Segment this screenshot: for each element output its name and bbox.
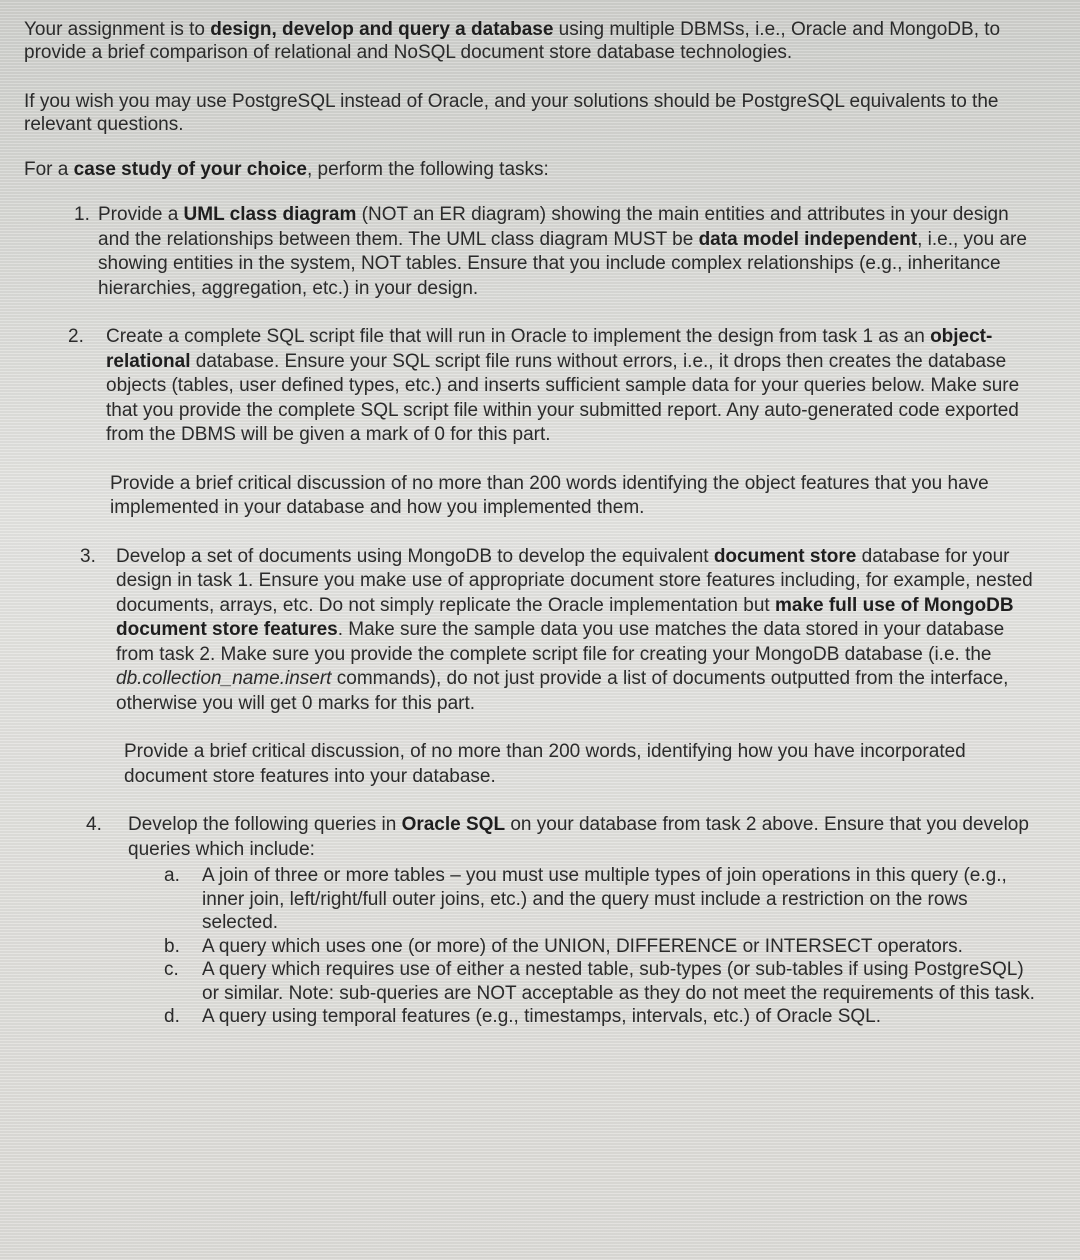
subtask-letter: a. [164, 865, 180, 886]
task-body [98, 203, 1040, 301]
task-bold: UML class diagram [183, 204, 357, 225]
task-italic-code: db.collection_name.insert [116, 668, 332, 689]
subtask-item-a [128, 864, 1040, 935]
task-number: 2. [68, 326, 84, 347]
subtask-letter: b. [164, 935, 180, 957]
subtask-item-c [128, 958, 1040, 1005]
intro-paragraph [24, 18, 1040, 64]
case-study-bold: case study of your choice [73, 159, 307, 180]
task-bold: make full use of MongoDB document store features [116, 594, 1014, 640]
task-text: Provide a [98, 204, 184, 225]
case-study-post: , perform the following tasks: [306, 159, 549, 180]
task-text: Develop a set of documents using MongoDB to develop the equivalent [116, 545, 714, 567]
subtask-letter: c. [164, 959, 179, 980]
task-item-4 [24, 813, 1040, 1029]
task-text: Develop the following queries in [128, 814, 402, 835]
subtask-text: A join of three or more tables – you must use multiple types of join operations in this query (e.g., inner join, left/right/full outer joins, etc.) and the query must include a restriction on the rows selected. [202, 865, 1007, 933]
task-bold: object-relational [106, 326, 993, 372]
task-text: on your database from task 2 above. Ensure that you develop queries which include: [128, 814, 1029, 860]
task-text: database for your design in task 1. Ensure you make use of appropriate document store features including, for example, nested documents, arrays, etc. Do not simply replicate the Oracle implementation but [116, 545, 1033, 616]
task-text: , i.e., you are showing entities in the system, NOT tables. Ensure that you include complex relationships (e.g., inheritance hierarchies, aggregation, etc.) in your design. [98, 228, 1027, 299]
task-number: 3. [80, 545, 96, 567]
task-text: database. Ensure your SQL script file runs without errors, i.e., it drops then creates the database objects (tables, user defined types, etc.) and inserts sufficient sample data for your queries below. Make sure that you provide the complete SQL script file within your submitted report. Any auto-generated code exported from the DBMS will be given a mark of 0 for this part. [106, 350, 1020, 445]
subtask-item-b [128, 935, 1040, 959]
subtask-text: A query which requires use of either a nested table, sub-types (or sub-tables if using PostgreSQL) or similar. Note: sub-queries are NOT acceptable as they do not meet the requirements of this task. [202, 959, 1035, 1004]
intro-lead: Your assignment is to [24, 19, 211, 40]
task-discussion: Provide a brief critical discussion of no more than 200 words identifying the object features that you have implemented in your database and how you implemented them. [110, 472, 989, 518]
task-body [116, 545, 1040, 717]
case-study-pre: For a [24, 159, 74, 180]
task-bold: data model independent [698, 228, 918, 250]
subtask-text: A query using temporal features (e.g., timestamps, intervals, etc.) of Oracle SQL. [202, 1006, 882, 1027]
subtask-letter: d. [164, 1006, 180, 1027]
subtask-list [128, 864, 1040, 1029]
task-item-3 [24, 545, 1040, 790]
subtask-item-d [128, 1005, 1040, 1029]
task-item-2 [24, 325, 1040, 521]
task-discussion: Provide a brief critical discussion, of no more than 200 words, identifying how you have incorporated document store features into your database. [124, 741, 966, 787]
task-list [24, 203, 1040, 1029]
task-text: (NOT an ER diagram) showing the main entities and attributes in your design and the relationships between them. The UML class diagram MUST be [98, 204, 1009, 250]
intro-lead-rest: using multiple DBMSs, i.e., Oracle and MongoDB, to provide a brief comparison of relational and NoSQL document store database technologies. [24, 19, 1001, 63]
postgres-note: If you wish you may use PostgreSQL instead of Oracle, and your solutions should be PostgreSQL equivalents to the relevant questions. [24, 91, 999, 135]
case-study-line [24, 158, 1040, 181]
task-body [106, 325, 1040, 448]
task-number: 4. [86, 814, 102, 835]
task-bold: Oracle SQL [401, 814, 506, 835]
task-text: . Make sure the sample data you use matches the data stored in your database from task 2. Make sure you provide the complete script file for creating your MongoDB database (i.e. the [116, 619, 1005, 665]
intro-lead-bold: design, develop and query a database [210, 19, 554, 40]
subtask-text: A query which uses one (or more) of the UNION, DIFFERENCE or INTERSECT operators. [202, 935, 963, 957]
task-bold: document store [713, 545, 857, 567]
task-number: 1. [74, 204, 90, 225]
task-text: Create a complete SQL script file that will run in Oracle to implement the design from task 1 as an [106, 326, 931, 347]
task-body [128, 813, 1040, 862]
task-item-1 [24, 203, 1040, 301]
task-text: commands), do not just provide a list of documents outputted from the interface, otherwise you will get 0 marks for this part. [116, 668, 1009, 714]
